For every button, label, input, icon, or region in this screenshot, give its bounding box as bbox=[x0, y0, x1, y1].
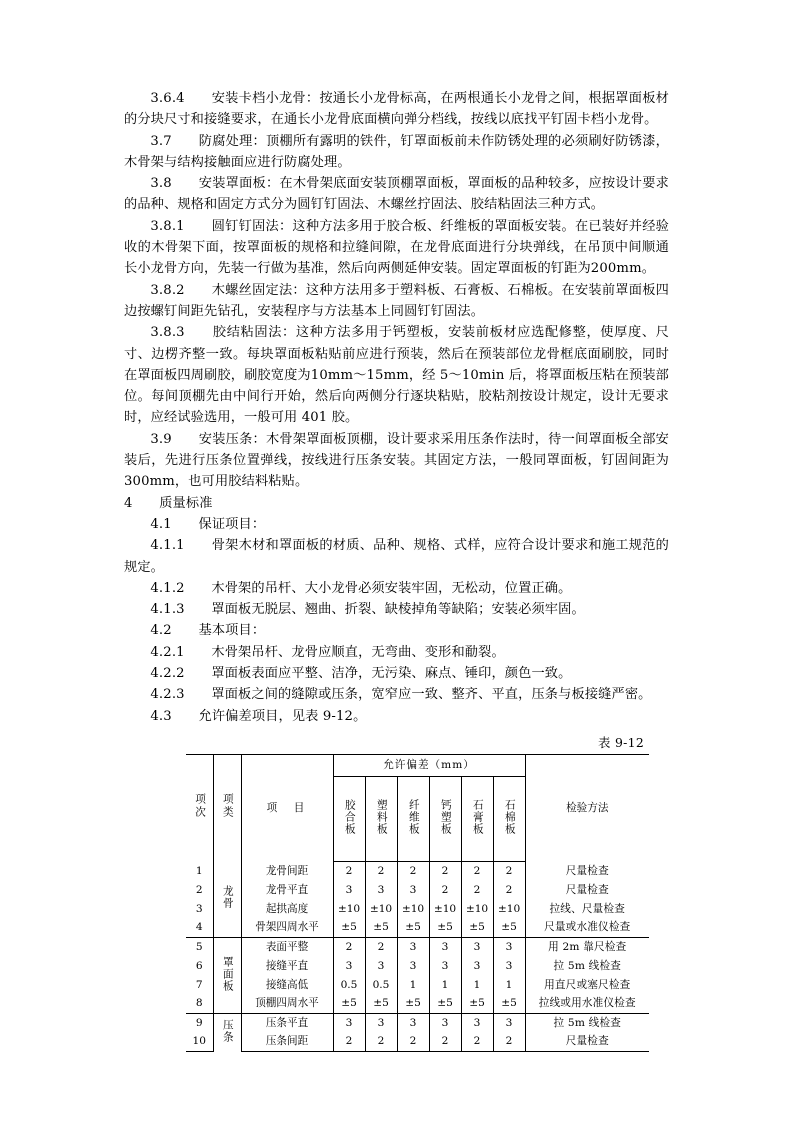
header-material-4-label: 石膏板 bbox=[471, 799, 484, 836]
header-material-4 bbox=[461, 776, 493, 861]
table-row bbox=[186, 994, 649, 1013]
table-row bbox=[186, 899, 649, 918]
row-method: 拉 5m 线检查 bbox=[525, 956, 649, 975]
row-index: 10 bbox=[186, 1032, 213, 1051]
paragraph-3-7: 3.7 防腐处理：顶棚所有露明的铁件，钉罩面板前未作防锈处理的必须刷好防锈漆，木骨架与结构接触面应进行防腐处理。 bbox=[124, 133, 669, 170]
row-value: 3 bbox=[397, 937, 429, 956]
row-value: 2 bbox=[397, 861, 429, 880]
header-col-index bbox=[186, 754, 213, 861]
row-value: 3 bbox=[365, 880, 397, 899]
paragraph-4-3: 4.3 允许偏差项目，见表 9-12。 bbox=[150, 708, 367, 724]
paragraph-4-2-1: 4.2.1 木骨架吊杆、龙骨应顺直，无弯曲、变形和勈裂。 bbox=[150, 644, 505, 660]
paragraph-4-2-3: 4.2.3 罩面板之间的缝隙或压条，宽窄应一致、整齐、平直，压条与板接缝严密。 bbox=[150, 687, 652, 703]
section-4-heading: 4 质量标准 bbox=[124, 495, 213, 511]
row-value: ±5 bbox=[365, 918, 397, 937]
row-value: 2 bbox=[493, 880, 525, 899]
row-value: 2 bbox=[493, 1032, 525, 1051]
paragraph-4-2: 4.2 基本项目： bbox=[150, 623, 266, 639]
row-value: 3 bbox=[429, 937, 461, 956]
row-value: 3 bbox=[493, 1013, 525, 1032]
header-col-class-label: 项类 bbox=[221, 793, 234, 820]
header-col-method bbox=[525, 754, 649, 861]
paragraph-4-1-3: 4.1.3 罩面板无脱层、翘曲、折裂、缺棱掉角等缺陷；安装必须牢固。 bbox=[150, 602, 585, 618]
paragraph-4-1-1: 4.1.1 骨架木材和罩面板的材质、品种、规格、式样，应符合设计要求和施工规范的规定。 bbox=[124, 538, 669, 575]
header-group-tolerance bbox=[333, 754, 525, 776]
table-row bbox=[186, 975, 649, 994]
row-value: 2 bbox=[365, 1032, 397, 1051]
row-value: ±5 bbox=[333, 918, 365, 937]
row-value: ±5 bbox=[493, 918, 525, 937]
row-value: ±5 bbox=[493, 994, 525, 1013]
row-value: 3 bbox=[397, 880, 429, 899]
header-col-class bbox=[213, 754, 241, 861]
row-value: 3 bbox=[461, 1013, 493, 1032]
row-index: 9 bbox=[186, 1013, 213, 1032]
row-item: 接缝高低 bbox=[241, 975, 333, 994]
row-item: 表面平整 bbox=[241, 937, 333, 956]
group-label-0-text: 龙骨 bbox=[221, 885, 234, 910]
row-value: ±5 bbox=[333, 994, 365, 1013]
group-label-1-text: 罩面板 bbox=[221, 955, 234, 992]
row-value: ±10 bbox=[333, 899, 365, 918]
row-method: 拉 5m 线检查 bbox=[525, 1013, 649, 1032]
paragraph-4-1-2: 4.1.2 木骨架的吊杆、大小龙骨必须安装牢固，无松动，位置正确。 bbox=[150, 580, 572, 596]
header-col-index-label: 项次 bbox=[194, 793, 207, 820]
row-value: 3 bbox=[333, 956, 365, 975]
row-item: 龙骨平直 bbox=[241, 880, 333, 899]
row-value: 3 bbox=[429, 1013, 461, 1032]
row-method: 尺量检查 bbox=[525, 1032, 649, 1051]
header-material-3-label: 钙塑板 bbox=[439, 799, 452, 836]
row-index: 1 bbox=[186, 861, 213, 880]
header-material-0 bbox=[333, 776, 365, 861]
row-index: 5 bbox=[186, 937, 213, 956]
document-content bbox=[124, 88, 669, 1052]
row-value: 1 bbox=[397, 975, 429, 994]
row-value: 2 bbox=[429, 1032, 461, 1051]
table-row bbox=[186, 880, 649, 899]
row-value: 0.5 bbox=[333, 975, 365, 994]
group-label-2 bbox=[213, 1013, 241, 1051]
row-value: ±5 bbox=[397, 918, 429, 937]
table-row bbox=[186, 956, 649, 975]
header-material-5 bbox=[493, 776, 525, 861]
row-item: 压条间距 bbox=[241, 1032, 333, 1051]
header-col-item-label: 项 目 bbox=[266, 801, 308, 814]
row-value: ±5 bbox=[429, 994, 461, 1013]
group-label-1 bbox=[213, 937, 241, 1013]
row-value: ±10 bbox=[397, 899, 429, 918]
header-material-5-label: 石棉板 bbox=[503, 799, 516, 836]
row-value: 3 bbox=[333, 1013, 365, 1032]
row-method: 用 2m 靠尺检查 bbox=[525, 937, 649, 956]
row-value: 2 bbox=[461, 1032, 493, 1051]
row-item: 骨架四周水平 bbox=[241, 918, 333, 937]
row-method: 拉线、尺量检查 bbox=[525, 899, 649, 918]
row-value: ±5 bbox=[365, 994, 397, 1013]
header-material-1-label: 塑料板 bbox=[375, 799, 388, 836]
row-value: 1 bbox=[461, 975, 493, 994]
paragraph-4-1: 4.1 保证项目： bbox=[150, 516, 266, 532]
row-value: 3 bbox=[493, 956, 525, 975]
row-value: 3 bbox=[333, 880, 365, 899]
row-value: 3 bbox=[397, 956, 429, 975]
table-row bbox=[186, 937, 649, 956]
row-value: 2 bbox=[461, 861, 493, 880]
row-value: 2 bbox=[397, 1032, 429, 1051]
table-row bbox=[186, 1032, 649, 1051]
row-value: ±5 bbox=[461, 918, 493, 937]
header-material-0-label: 胶合板 bbox=[343, 799, 356, 836]
row-method: 尺量检查 bbox=[525, 880, 649, 899]
row-value: 3 bbox=[493, 937, 525, 956]
header-material-2-label: 纤维板 bbox=[407, 799, 420, 836]
header-material-2 bbox=[397, 776, 429, 861]
group-label-2-text: 压条 bbox=[221, 1018, 234, 1043]
row-value: 2 bbox=[365, 937, 397, 956]
table-row bbox=[186, 918, 649, 937]
table-header-row-1 bbox=[186, 754, 649, 776]
paragraph-3-8-1: 3.8.1 圆钉钉固法：这种方法多用于胶合板、纤维板的罩面板安装。在已装好并经验收的木骨架下面，按罩面板的规格和拉缝间隙，在龙骨底面进行分块弹线，在吊顶中间顺通长小龙骨方向，先装一行做为基准，然后向两侧延伸安装。固定罩面板的钉距为200mm。 bbox=[124, 218, 669, 277]
group-label-0 bbox=[213, 861, 241, 937]
row-value: 1 bbox=[429, 975, 461, 994]
row-method: 拉线或用水准仪检查 bbox=[525, 994, 649, 1013]
row-index: 7 bbox=[186, 975, 213, 994]
header-group-tolerance-label: 允许偏差（mm） bbox=[383, 759, 475, 772]
header-material-3 bbox=[429, 776, 461, 861]
paragraph-4-2-2: 4.2.2 罩面板表面应平整、洁净，无污染、麻点、锤印，颜色一致。 bbox=[150, 666, 572, 682]
paragraph-3-8: 3.8 安装罩面板：在木骨架底面安装顶棚罩面板，罩面板的品种较多，应按设计要求的品种、规格和固定方式分为圆钉钉固法、木螺丝拧固法、胶结粘固法三种方式。 bbox=[124, 176, 669, 213]
row-item: 起拱高度 bbox=[241, 899, 333, 918]
row-index: 8 bbox=[186, 994, 213, 1013]
row-item: 顶棚四周水平 bbox=[241, 994, 333, 1013]
row-value: 3 bbox=[461, 956, 493, 975]
header-col-item bbox=[241, 754, 333, 861]
row-value: 2 bbox=[333, 1032, 365, 1051]
row-index: 3 bbox=[186, 899, 213, 918]
row-value: 2 bbox=[365, 861, 397, 880]
row-value: ±10 bbox=[365, 899, 397, 918]
paragraph-3-9: 3.9 安装压条：木骨架罩面板顶棚，设计要求采用压条作法时，待一间罩面板全部安装后，先进行压条位置弹线，按线进行压条安装。其固定方法，一般同罩面板，钉固间距为300mm，也可用胶结料粘贴。 bbox=[124, 431, 669, 490]
row-value: ±10 bbox=[461, 899, 493, 918]
row-value: 0.5 bbox=[365, 975, 397, 994]
paragraph-3-8-3: 3.8.3 胶结粘固法：这种方法多用于钙塑板，安装前板材应选配修整，使厚度、尺寸、边楞齐整一致。每块罩面板粘贴前应进行预装，然后在预装部位龙骨框底面刷胶，同时在罩面板四周刷胶，刷胶宽度为10mm～15mm，经 5～10min 后，将罩面板压粘在预装部位。每间顶棚先由中间行开始，然后向两侧分行逐块粘贴，胶粘剂按设计规定，设计无要求时，应经试验选用，一般可用 401 胶。 bbox=[124, 325, 669, 426]
row-index: 4 bbox=[186, 918, 213, 937]
row-value: ±5 bbox=[397, 994, 429, 1013]
row-value: ±5 bbox=[429, 918, 461, 937]
header-col-method-label: 检验方法 bbox=[566, 801, 609, 814]
row-value: ±5 bbox=[461, 994, 493, 1013]
deviation-table bbox=[186, 754, 649, 1052]
row-method: 用直尺或塞尺检查 bbox=[525, 975, 649, 994]
table-row bbox=[186, 861, 649, 880]
row-value: 3 bbox=[429, 956, 461, 975]
paragraph-3-8-2: 3.8.2 木螺丝固定法：这种方法用多于塑料板、石膏板、石棉板。在安装前罩面板四边按螺钉间距先钻孔，安装程序与方法基本上同圆钉钉固法。 bbox=[124, 282, 669, 319]
table-row bbox=[186, 1013, 649, 1032]
row-value: 2 bbox=[333, 861, 365, 880]
row-value: 2 bbox=[429, 880, 461, 899]
row-value: 3 bbox=[365, 956, 397, 975]
row-value: 3 bbox=[461, 937, 493, 956]
row-item: 接缝平直 bbox=[241, 956, 333, 975]
table-caption: 表 9-12 bbox=[598, 734, 644, 750]
row-value: 1 bbox=[493, 975, 525, 994]
row-item: 压条平直 bbox=[241, 1013, 333, 1032]
row-method: 尺量检查 bbox=[525, 861, 649, 880]
paragraph-3-6-4: 3.6.4 安装卡档小龙骨：按通长小龙骨标高，在两根通长小龙骨之间，根据罩面板材的分块尺寸和接缝要求，在通长小龙骨底面横向弹分档线，按线以底找平钉固卡档小龙骨。 bbox=[124, 91, 669, 128]
row-value: 2 bbox=[429, 861, 461, 880]
row-value: 2 bbox=[493, 861, 525, 880]
row-value: 2 bbox=[333, 937, 365, 956]
row-item: 龙骨间距 bbox=[241, 861, 333, 880]
row-value: 3 bbox=[397, 1013, 429, 1032]
row-value: ±10 bbox=[429, 899, 461, 918]
row-value: 3 bbox=[365, 1013, 397, 1032]
row-value: ±10 bbox=[493, 899, 525, 918]
row-value: 2 bbox=[461, 880, 493, 899]
header-material-1 bbox=[365, 776, 397, 861]
row-index: 6 bbox=[186, 956, 213, 975]
row-method: 尺量或水准仪检查 bbox=[525, 918, 649, 937]
row-index: 2 bbox=[186, 880, 213, 899]
deviation-table-wrapper bbox=[124, 754, 669, 1052]
